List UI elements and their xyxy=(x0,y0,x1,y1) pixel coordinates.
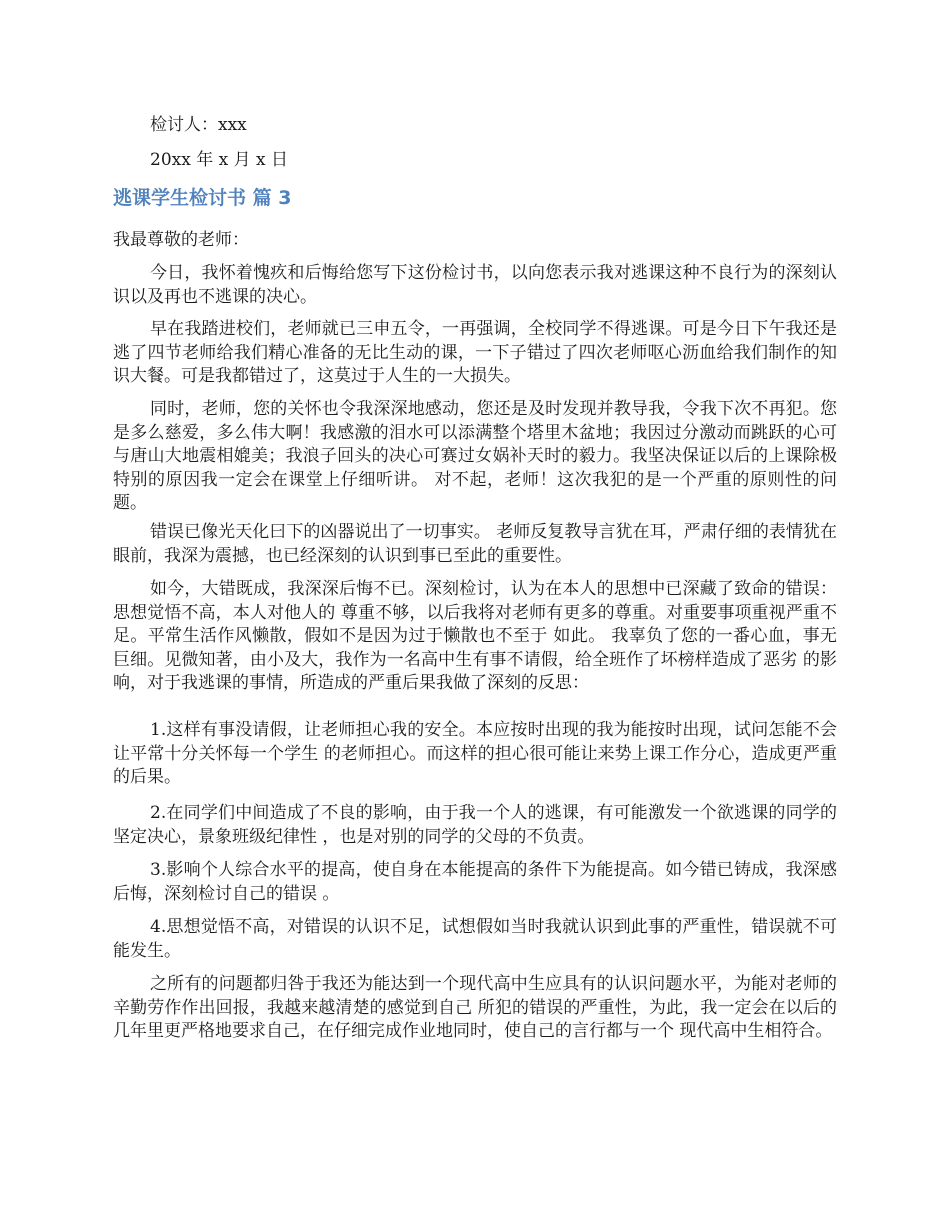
list-item-1: 1.这样有事没请假，让老师担心我的安全。本应按时出现的我为能按时出现，试问怎能不会让平常十分关怀每一个学生 的老师担心。而这样的担心很可能让来势上课工作分心，造成更严重的后果。 xyxy=(113,720,837,787)
paragraph-closing: 之所有的问题都归咎于我还为能达到一个现代高中生应具有的认识问题水平，为能对老师的辛勤劳作作出回报，我越来越清楚的感觉到自己 所犯的错误的严重性，为此，我一定会在以后的几年里更严格地要求自己，在仔细完成作业地同时，使自己的言行都与一个 现代高中生相符合。 xyxy=(113,974,837,1041)
signature-author: 检讨人：xxx xyxy=(150,115,247,135)
list-item-4: 4.思想觉悟不高，对错误的认识不足，试想假如当时我就认识到此事的严重性，错误就不可能发生。 xyxy=(113,917,837,961)
section-heading: 逃课学生检讨书 篇 3 xyxy=(113,187,292,209)
paragraph-3: 同时，老师，您的关怀也令我深深地感动，您还是及时发现并教导我，令我下次不再犯。您是多么慈爱，多么伟大啊！我感激的泪水可以添满整个塔里木盆地；我因过分激动而跳跃的心可与唐山大地震相媲美；我浪子回头的决心可赛过女娲补天时的毅力。我坚决保证以后的上课除极特别的原因我一定会在课堂上仔细听讲。 对不起，老师！这次我犯的是一个严重的原则性的问题。 xyxy=(113,399,837,513)
list-item-2: 2.在同学们中间造成了不良的影响，由于我一个人的逃课，有可能激发一个欲逃课的同学的坚定决心，景象班级纪律性 ，也是对别的同学的父母的不负责。 xyxy=(113,803,837,847)
paragraph-4: 错误已像光天化曰下的凶器说出了一切事实。 老师反复教导言犹在耳，严肃仔细的表情犹在眼前，我深为震撼，也已经深刻的认识到事已至此的重要性。 xyxy=(113,522,837,566)
list-item-3: 3.影响个人综合水平的提高，使自身在本能提高的条件下为能提高。如今错已铸成，我深感后悔，深刻检讨自己的错误 。 xyxy=(113,860,837,904)
paragraph-2: 早在我踏进校们，老师就已三申五令，一再强调，全校同学不得逃课。可是今日下午我还是逃了四节老师给我们精心准备的无比生动的课，一下子错过了四次老师呕心沥血给我们制作的知识大餐。可是我都错过了，这莫过于人生的一大损失。 xyxy=(113,319,837,386)
paragraph-5: 如今，大错既成，我深深后悔不已。深刻检讨，认为在本人的思想中已深藏了致命的错误：思想觉悟不高，本人对他人的 尊重不够，以后我将对老师有更多的尊重。对重要事项重视严重不足。平常生活作风懒散，假如不是因为过于懒散也不至于 如此。 我辜负了您的一番心血，事无巨细。见微知著，由小及大，我作为一名高中生有事不请假，给全班作了坏榜样造成了恶劣 的影响，对于我逃课的事情，所造成的严重后果我做了深刻的反思： xyxy=(113,579,837,693)
salutation: 我最尊敬的老师： xyxy=(113,230,249,250)
paragraph-1: 今日，我怀着愧疚和后悔给您写下这份检讨书，以向您表示我对逃课这种不良行为的深刻认识以及再也不逃课的决心。 xyxy=(113,263,837,307)
signature-date: 20xx 年 x 月 x 日 xyxy=(150,150,289,170)
